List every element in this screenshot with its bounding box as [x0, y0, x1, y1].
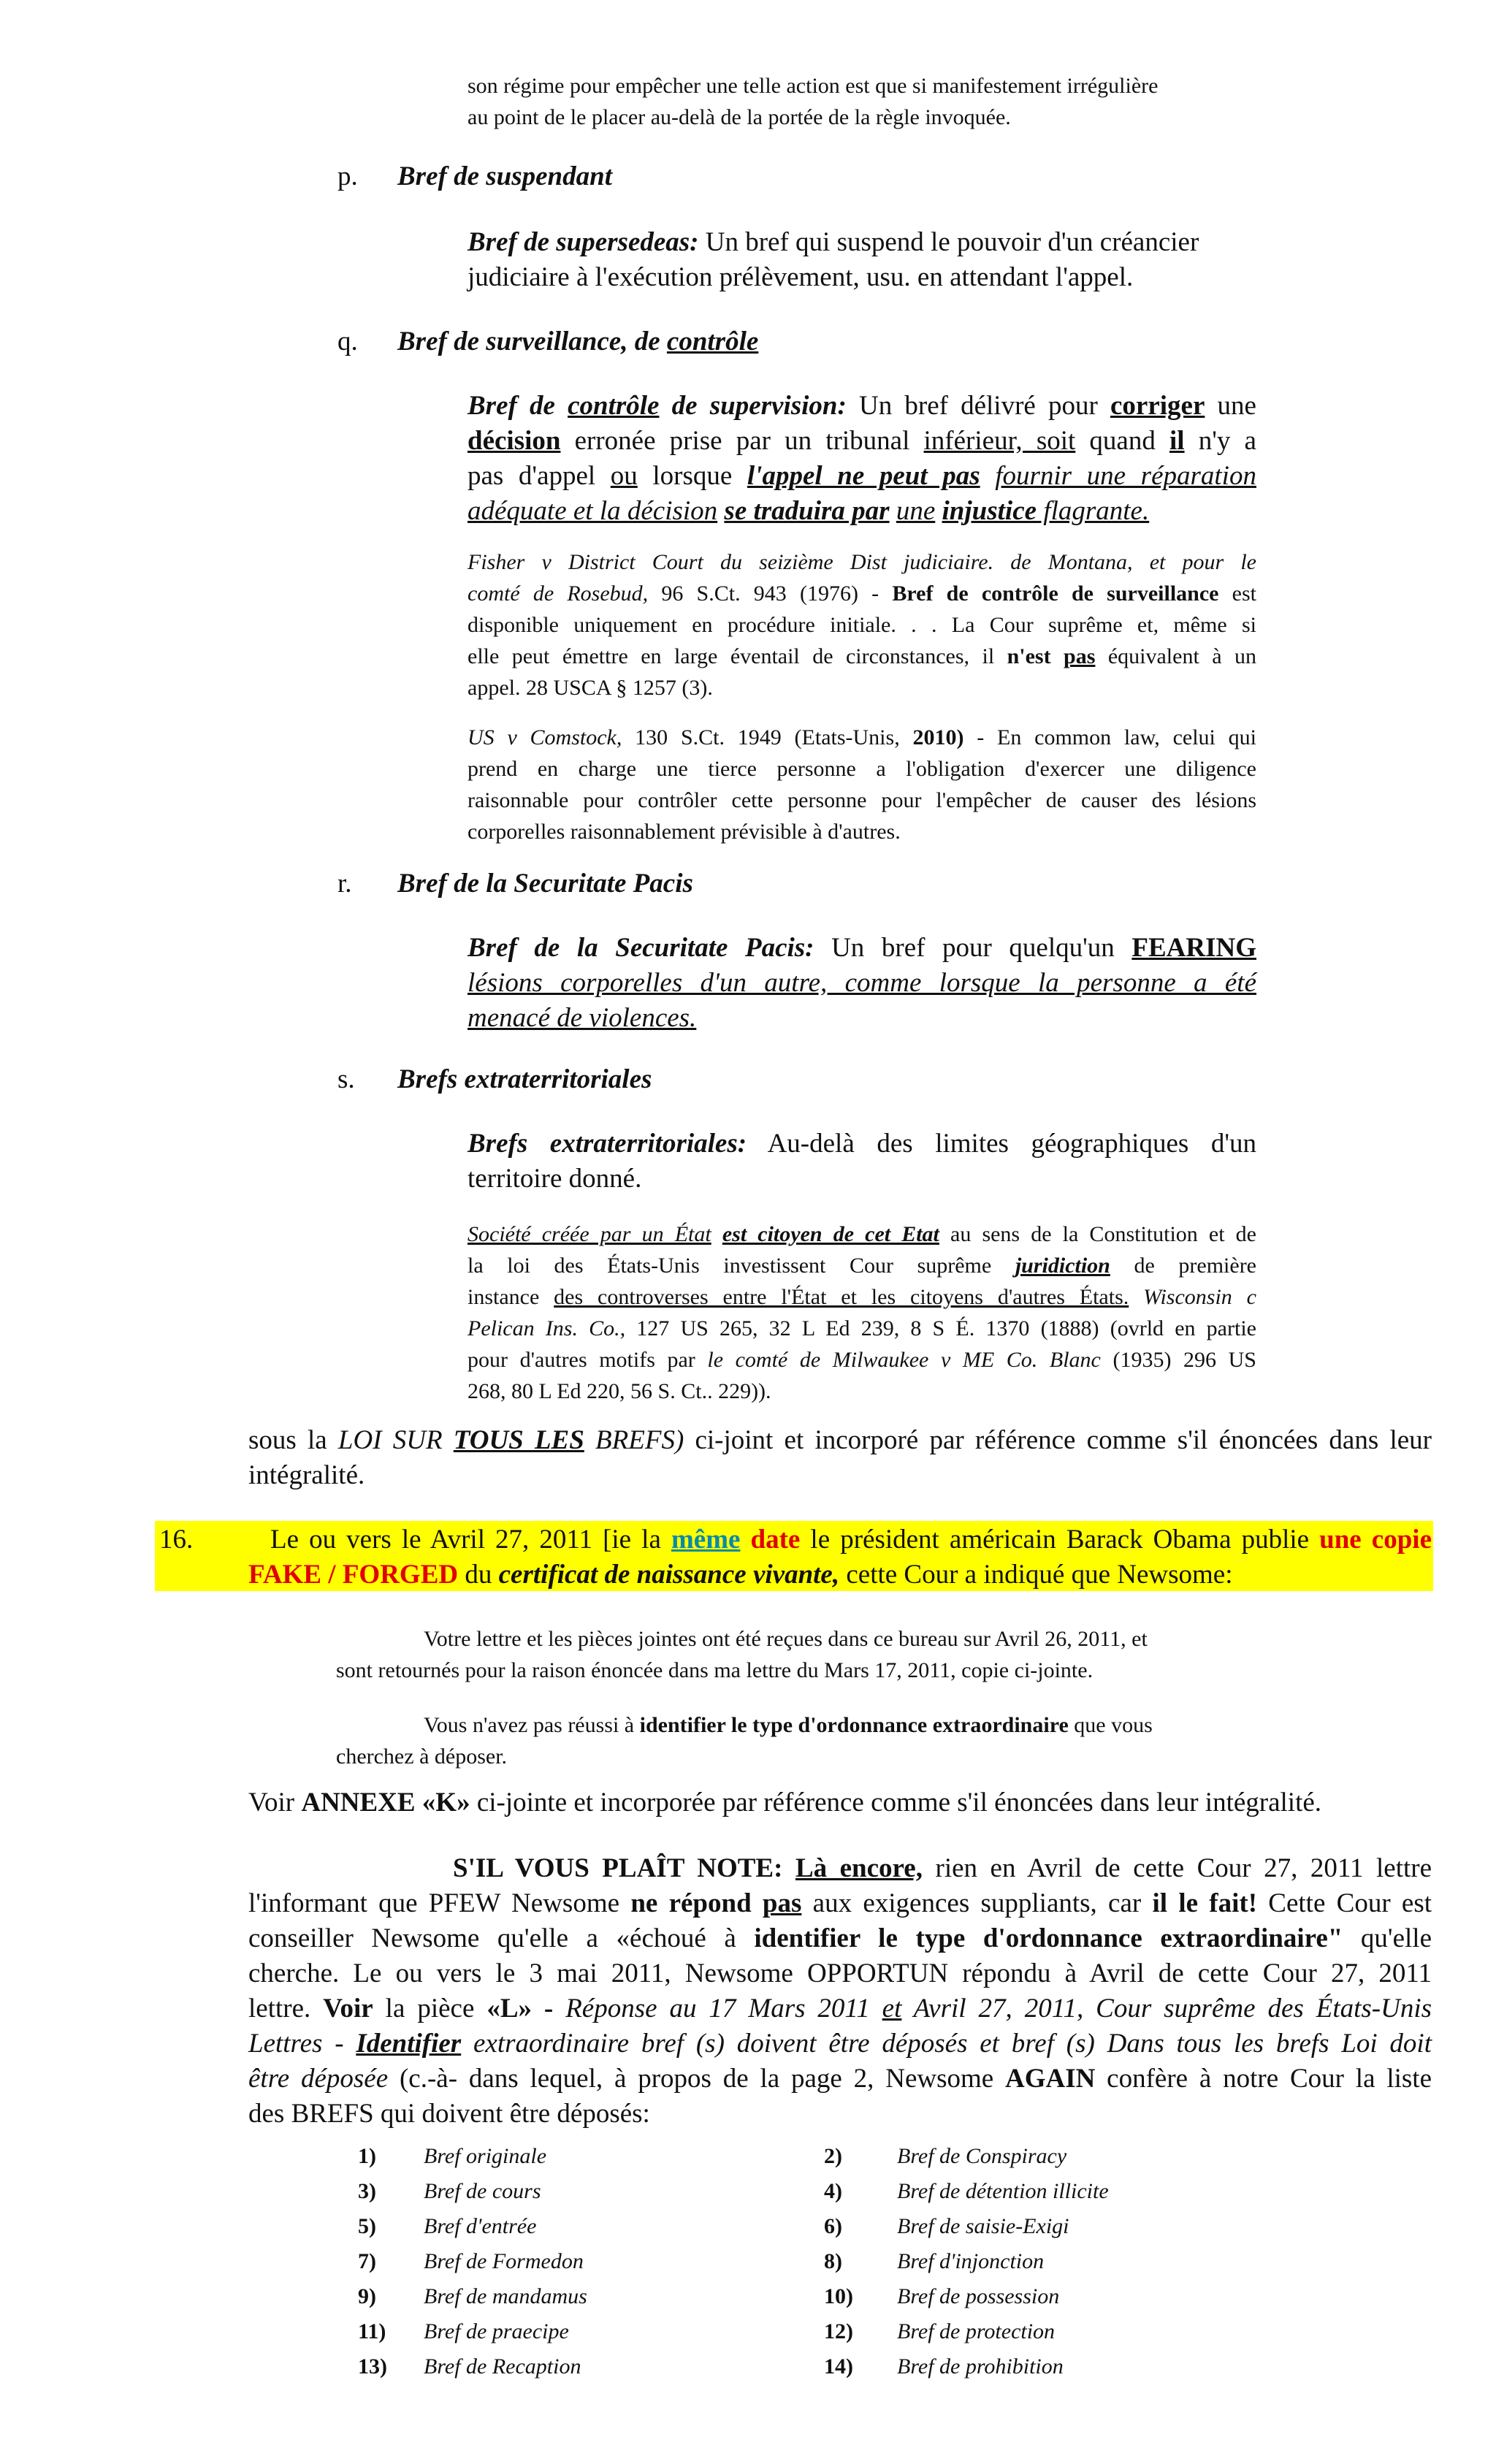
item-title: Bref de surveillance, de — [397, 327, 667, 356]
writ-list-right — [824, 2140, 1262, 2386]
list-item: 3) Bref de cours — [358, 2179, 541, 2203]
list-item: 12) Bref de protection — [824, 2319, 1056, 2343]
item-label: p. — [337, 161, 358, 191]
writ-list-left — [358, 2140, 796, 2386]
list-item: 5) Bref d'entrée — [358, 2214, 537, 2238]
list-item: 14) Bref de prohibition — [824, 2354, 1064, 2379]
paragraph-number: 16. — [159, 1525, 194, 1555]
item-label: q. — [337, 327, 358, 356]
item-s-heading — [337, 1062, 652, 1097]
item-r-heading — [337, 866, 693, 901]
list-item: 13) Bref de Recaption — [358, 2354, 581, 2379]
item-title: Bref de la Securitate Pacis — [397, 869, 693, 899]
list-item: 9) Bref de mandamus — [358, 2284, 587, 2308]
item-p-heading — [337, 159, 612, 194]
citation-comstock: US v Comstock, 130 S.Ct. 1949 (Etats-Unis, 2010) - En common law, celui qui prend en charge une tierce personne a l'obligation d'exercer une diligence raisonnable pour contrôler cette personne pour l'empêcher de causer des lésions corporelles raisonnablement prévisible à d'autres. — [468, 725, 1257, 844]
intro-line: au point de le placer au-delà de la portée de la règle invoquée. — [468, 105, 1011, 129]
item-p-definition — [468, 225, 1256, 295]
paragraph-16: Le ou vers le Avril 27, 2011 [ie la même date le président américain Barack Obama publie une copie FAKE / FORGED du certificat de naissance vivante, cette Cour a indiqué que Newsome: — [248, 1525, 1432, 1590]
list-item: 1) Bref originale — [358, 2144, 547, 2168]
definition-text: judiciaire à l'exécution prélèvement, usu. en attendant l'appel. — [468, 262, 1134, 292]
intro-text — [468, 70, 1256, 133]
item-title-underlined: contrôle — [666, 327, 759, 356]
list-item: 7) Bref de Formedon — [358, 2249, 584, 2273]
citation-fisher: Fisher v District Court du seizième Dist judiciaire. de Montana, et pour le comté de Rosebud, 96 S.Ct. 943 (1976) - Bref de contrôle de surveillance est disponible uniquement en procédure initiale. . . La Cour suprême et, même si elle peut émettre en large éventail de circonstances, il n'est pas équivalent à un appel. 28 USCA § 1257 (3). — [468, 550, 1257, 700]
item-title: Bref de suspendant — [397, 161, 612, 191]
list-item: 10) Bref de possession — [824, 2284, 1060, 2308]
list-item: 11) Bref de praecipe — [358, 2319, 569, 2343]
citation-corporation: Société créée par un État est citoyen de cet Etat au sens de la Constitution et de la loi des États-Unis investissent Cour suprême juridiction de première instance des controverses entre l'État et les citoyens d'autres États. Wisconsin c Pelican Ins. Co., 127 US 265, 32 L Ed 239, 8 S É. 1370 (1888) (ovrld en partie pour d'autres motifs par le comté de Milwaukee v ME Co. Blanc (1935) 296 US 268, 80 L Ed 220, 56 S. Ct.. 229)). — [468, 1222, 1256, 1403]
item-label: s. — [337, 1064, 355, 1094]
definition-text: Un bref qui suspend le pouvoir d'un créancier — [698, 227, 1199, 257]
item-title: Brefs extraterritoriales — [397, 1064, 652, 1094]
list-item: 8) Bref d'injonction — [824, 2249, 1045, 2273]
list-item: 6) Bref de saisie-Exigi — [824, 2214, 1069, 2238]
quoted-letter: Votre lettre et les pièces jointes ont été reçues dans ce bureau sur Avril 26, 2011, et sont retournés pour la raison énoncée dans ma lettre du Mars 17, 2011, copie ci-jointe. Vous n'avez pas réussi à identifier le type d'ordonnance extraordinaire que vous cherchez à déposer. — [336, 1627, 1153, 1769]
annex-k-reference: Voir ANNEXE «K» ci-jointe et incorporée par référence comme s'il énoncées dans leur intégralité. — [248, 1788, 1322, 1818]
list-item: 2) Bref de Conspiracy — [824, 2144, 1067, 2168]
note-paragraph: S'IL VOUS PLAÎT NOTE: Là encore, rien en Avril de cette Cour 27, 2011 lettre l'informant que PFEW Newsome ne répond pas aux exigences suppliants, car il le fait! Cette Cour est conseiller Newsome qu'elle a «échoué à identifier le type d'ordonnance extraordinaire" qu'elle cherche. Le ou vers le 3 mai 2011, Newsome OPPORTUN répondu à Avril de cette Cour 27, 2011 lettre. Voir la pièce «L» - Réponse au 17 Mars 2011 et Avril 27, 2011, Cour suprême des États-Unis Lettres - Identifier extraordinaire bref (s) doivent être déposés et bref (s) Dans tous les brefs Loi doit être déposée (c.-à- dans lequel, à propos de la page 2, Newsome AGAIN confère à notre Cour la liste des BREFS qui doivent être déposés: — [248, 1853, 1432, 2129]
intro-line: son régime pour empêcher une telle action est que si manifestement irrégulière — [468, 74, 1159, 98]
list-item: 4) Bref de détention illicite — [824, 2179, 1109, 2203]
item-r-definition: Bref de la Securitate Pacis: Un bref pour quelqu'un FEARING lésions corporelles d'un autre, comme lorsque la personne a été menacé de violences. — [468, 933, 1256, 1033]
item-q-heading — [337, 324, 758, 359]
item-s-definition: Brefs extraterritoriales: Au-delà des limites géographiques d'un territoire donné. — [468, 1129, 1257, 1194]
item-label: r. — [337, 869, 352, 899]
item-q-definition: Bref de contrôle de supervision: Un bref délivré pour corriger une décision erronée prise par un tribunal inférieur, soit quand il n'y a pas d'appel ou lorsque l'appel ne peut pas fournir une réparation adéquate et la décision se traduira par une injustice flagrante. — [468, 391, 1256, 526]
all-writs-paragraph: sous la LOI SUR TOUS LES BREFS) ci-joint et incorporé par référence comme s'il énoncées dans leur intégralité. — [248, 1425, 1432, 1490]
definition-term: Bref de supersedeas: — [468, 227, 699, 257]
